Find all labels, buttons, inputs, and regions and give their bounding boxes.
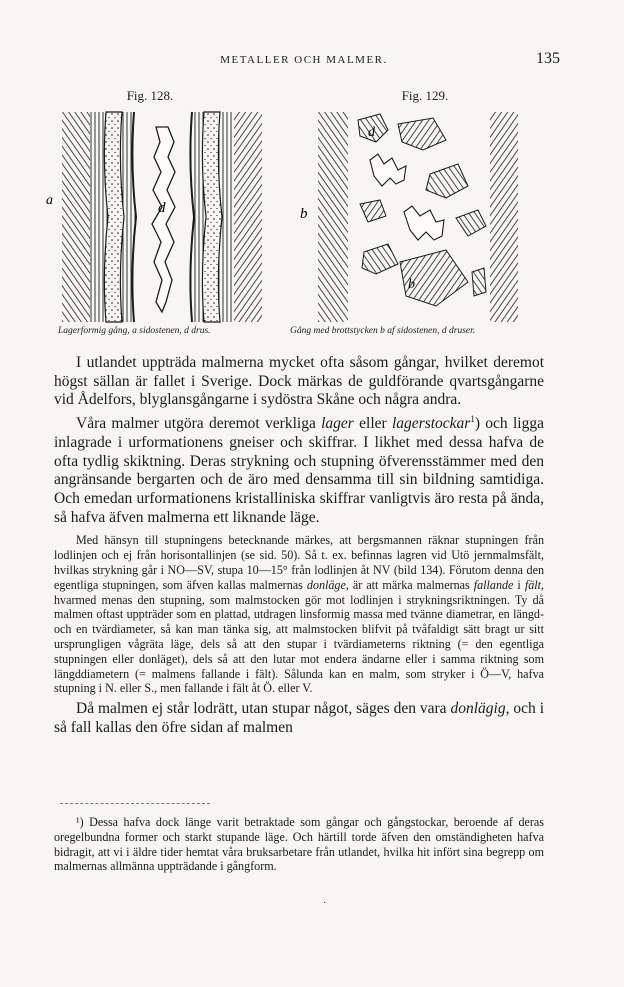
fig-128-illustration: [46, 112, 262, 322]
running-title: METALLER OCH MALMER.: [220, 54, 388, 66]
fig-129-illustration: [300, 112, 518, 322]
footnote-body: Dessa hafva dock länge varit betraktade som gångar och gångstockar, beroende af deras oregelbundna former och starkt stupande läge. Och härtill torde äfven den omständigheten hafva bidragit, att vi i äldre tider hemtat våra bruksarbetare från utlandet, hvilka hit infört sina begrepp om malmernas allmänna uppträdande i gångform.: [54, 815, 544, 874]
p4-text-b: , och i så fall kallas den öfre sidan af malmen: [54, 700, 545, 736]
wall-rock-right-2: [490, 112, 518, 322]
label-b-inner: b: [408, 277, 415, 292]
page-number: 135: [536, 50, 560, 67]
term-lager: lager: [321, 415, 354, 433]
wall-rock-left: [62, 112, 90, 322]
p2-text-c: ) och ligga inlagrade i urformationens gneiser och skiffrar. I likhet med dessa hafva de ofta tydlig skiktning. Deras strykning och stupning öfverensstämmer med den angränsande bergarten och de äro med densamma till sin bildning samtidiga. Och emedan urformationens kristalliniska skiffrar vanligtvis äro resta på ända, så hafva äfven malmerna ett liknande läge.: [54, 415, 544, 526]
p2-text-b: eller: [353, 415, 392, 433]
term-lagerstockar: lagerstockar: [391, 415, 471, 433]
druse-cavity: [152, 127, 175, 312]
footnote-text: [54, 815, 544, 874]
fragment-3: [426, 164, 468, 198]
paragraph-3: [54, 533, 544, 696]
page-dot: ·: [323, 898, 327, 909]
paragraph-4: [54, 700, 544, 737]
label-d-left: d: [158, 200, 166, 216]
fragment-5: [456, 210, 486, 236]
fig-129-legend: Gång med brottstycken b af sidostenen, d druser.: [290, 326, 476, 336]
p3-text-d: , hvarmed menas den stupning, som malmstocken gör mot lodlinjen i strykningsriktningen. Ty då malmen oftast uppträder som en plattad, utdragen linsformig massa med tvänne diametrar, en längd- och en tvärdiameter, så kan man tänka sig, att malmstocken blifvit på tvåfaldigt sätt bragt ur sitt ursprungligen vågräta läge, dels så att den stupar i tvärdiameterns riktning (= den egentliga stupningen eller donläget), dels så att den lutar mot endera ändarne eller i samma riktning som längddiametern (= malmens fallande i fält). Sålunda kan en malm, som stryker i Ö—V, hafva stupning i N. eller S., men fallande i fält åt Ö. eller V.: [54, 577, 544, 696]
fig-128-legend: Lagerformig gång, a sidostenen, d drus.: [58, 326, 211, 336]
running-head: [60, 50, 560, 70]
term-donlagig: donlägig: [450, 700, 506, 718]
wall-rock-left-2: [318, 112, 348, 322]
fragment-4: [360, 200, 386, 222]
fig-129-caption: Fig. 129.: [401, 88, 449, 103]
fragment-8: [472, 268, 486, 296]
paragraph-2: [54, 410, 544, 527]
label-d-right: d: [368, 125, 375, 140]
paragraph-1: I utlandet uppträda malmerna mycket ofta såsom gångar, hvilket deremot högst sällan är fallet i Sverige. Dock märkas de guldförande qvartsgångarne vid Ådelfors, blyglansgångarne i sydöstra Skåne och några andra.: [54, 354, 544, 409]
footnote-ref: 1: [470, 414, 475, 425]
druse-1: [370, 154, 406, 186]
wall-rock-right: [234, 112, 262, 322]
fig-128-caption: Fig. 128.: [126, 88, 174, 103]
p3-text-c: i: [513, 577, 525, 592]
footnote-rule: [60, 803, 210, 804]
term-falt: fält: [524, 577, 541, 592]
p2-text-a: Våra malmer utgöra deremot verkliga: [76, 415, 322, 433]
druse-2: [404, 206, 444, 240]
term-donlage: donläge: [306, 577, 346, 592]
p3-text-b: , är att märka malmernas: [345, 577, 474, 592]
p3-text-a: Med hänsyn till stupningens betecknande märkes, att bergsmannen räknar stupningen från lodlinjen och ej från horisontallinjen (se sid. 50). Så t. ex. befinnas lagren vid Utö jernmalmsfält, hvilkas strykning går i NO—SV, stupa 10—15° från lodlinjen åt NV (bild 134). Förutom denna den egentliga stupningen, som äfven kallas malmernas: [54, 533, 544, 592]
p4-text-a: Då malmen ej står lodrätt, utan stupar något, säges den vara: [76, 700, 451, 718]
label-b-outer: b: [300, 206, 308, 222]
term-fallande: fallande: [473, 577, 514, 592]
label-a: a: [46, 193, 53, 208]
fragment-2: [398, 118, 446, 150]
main-text: [54, 354, 544, 738]
footnote: [54, 815, 544, 874]
footnote-marker: ¹): [76, 815, 84, 829]
fragment-6: [362, 244, 398, 274]
